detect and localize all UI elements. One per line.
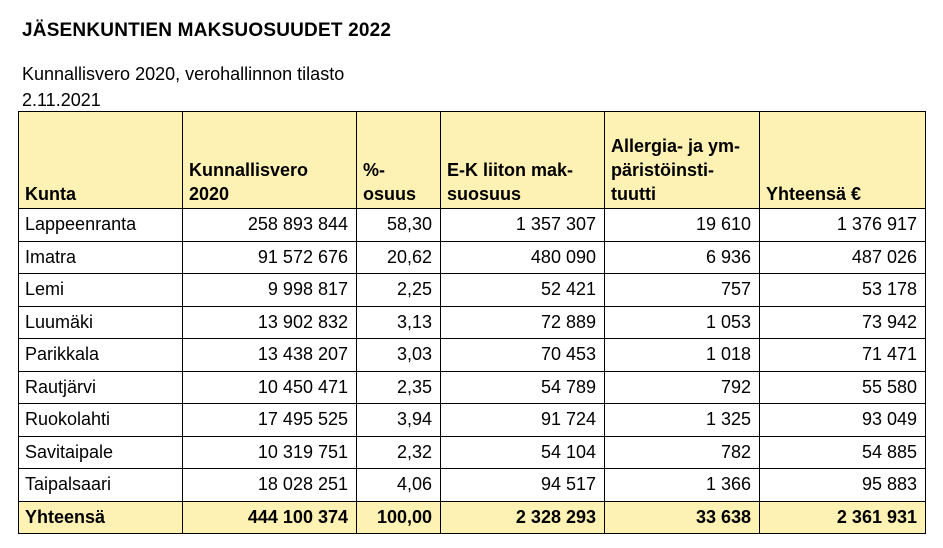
cell-municipality: Rautjärvi <box>19 371 183 404</box>
table-row <box>19 371 926 404</box>
table-row <box>19 404 926 437</box>
cell-municipal-tax: 9 998 817 <box>183 274 357 307</box>
cell-row-total: 73 942 <box>760 306 926 339</box>
cell-allergy-institute: 1 053 <box>605 306 760 339</box>
cell-ek-payment: 72 889 <box>441 306 605 339</box>
cell-share-percent: 2,25 <box>357 274 441 307</box>
cell-allergy-institute: 782 <box>605 436 760 469</box>
cell-allergy-institute: 6 936 <box>605 241 760 274</box>
table-row <box>19 241 926 274</box>
cell-share-percent: 4,06 <box>357 469 441 502</box>
table-body <box>19 209 926 502</box>
cell-municipal-tax: 91 572 676 <box>183 241 357 274</box>
total-share-percent: 100,00 <box>357 501 441 533</box>
cell-ek-payment: 1 357 307 <box>441 209 605 242</box>
cell-allergy-institute: 757 <box>605 274 760 307</box>
total-grand-total: 2 361 931 <box>760 501 926 533</box>
total-municipal-tax: 444 100 374 <box>183 501 357 533</box>
cell-ek-payment: 52 421 <box>441 274 605 307</box>
table-row <box>19 274 926 307</box>
cell-row-total: 1 376 917 <box>760 209 926 242</box>
cell-ek-payment: 54 789 <box>441 371 605 404</box>
header-municipal-tax: Kunnallisvero 2020 <box>183 112 357 209</box>
total-allergy-institute: 33 638 <box>605 501 760 533</box>
cell-municipal-tax: 10 319 751 <box>183 436 357 469</box>
cell-share-percent: 3,13 <box>357 306 441 339</box>
cell-share-percent: 3,03 <box>357 339 441 372</box>
cell-share-percent: 20,62 <box>357 241 441 274</box>
header-total-eur: Yhteensä € <box>760 112 926 209</box>
cell-municipal-tax: 13 438 207 <box>183 339 357 372</box>
cell-municipality: Lappeenranta <box>19 209 183 242</box>
cell-municipality: Taipalsaari <box>19 469 183 502</box>
subtitle-source: Kunnallisvero 2020, verohallinnon tilasto <box>22 64 345 84</box>
total-row <box>19 501 926 533</box>
cell-row-total: 95 883 <box>760 469 926 502</box>
subtitle-date: 2.11.2021 <box>22 90 101 110</box>
cell-municipality: Imatra <box>19 241 183 274</box>
cell-municipality: Parikkala <box>19 339 183 372</box>
cell-allergy-institute: 1 366 <box>605 469 760 502</box>
cell-row-total: 93 049 <box>760 404 926 437</box>
cell-municipality: Lemi <box>19 274 183 307</box>
header-allergy-institute: Allergia- ja ym- päristöinsti- tuutti <box>605 112 760 209</box>
cell-ek-payment: 54 104 <box>441 436 605 469</box>
cell-municipal-tax: 18 028 251 <box>183 469 357 502</box>
cell-share-percent: 2,35 <box>357 371 441 404</box>
table-header-row <box>19 112 926 209</box>
cell-allergy-institute: 792 <box>605 371 760 404</box>
cell-row-total: 487 026 <box>760 241 926 274</box>
cell-ek-payment: 94 517 <box>441 469 605 502</box>
cell-municipality: Ruokolahti <box>19 404 183 437</box>
table-row <box>19 209 926 242</box>
cell-share-percent: 58,30 <box>357 209 441 242</box>
table-row <box>19 436 926 469</box>
payment-shares-table <box>18 111 926 534</box>
cell-ek-payment: 480 090 <box>441 241 605 274</box>
cell-municipality: Savitaipale <box>19 436 183 469</box>
cell-municipal-tax: 10 450 471 <box>183 371 357 404</box>
cell-share-percent: 2,32 <box>357 436 441 469</box>
cell-row-total: 54 885 <box>760 436 926 469</box>
document-title: JÄSENKUNTIEN MAKSUOSUUDET 2022 <box>22 20 392 41</box>
table-row <box>19 339 926 372</box>
cell-ek-payment: 70 453 <box>441 339 605 372</box>
table-row <box>19 306 926 339</box>
cell-row-total: 55 580 <box>760 371 926 404</box>
cell-municipality: Luumäki <box>19 306 183 339</box>
total-label: Yhteensä <box>19 501 183 533</box>
cell-municipal-tax: 258 893 844 <box>183 209 357 242</box>
cell-allergy-institute: 19 610 <box>605 209 760 242</box>
cell-ek-payment: 91 724 <box>441 404 605 437</box>
total-ek-payment: 2 328 293 <box>441 501 605 533</box>
table-row <box>19 469 926 502</box>
document-subtitle <box>22 61 344 113</box>
cell-allergy-institute: 1 018 <box>605 339 760 372</box>
cell-allergy-institute: 1 325 <box>605 404 760 437</box>
cell-row-total: 53 178 <box>760 274 926 307</box>
header-municipality: Kunta <box>19 112 183 209</box>
header-share-percent: %-osuus <box>357 112 441 209</box>
cell-municipal-tax: 17 495 525 <box>183 404 357 437</box>
cell-row-total: 71 471 <box>760 339 926 372</box>
cell-share-percent: 3,94 <box>357 404 441 437</box>
header-ek-payment: E-K liiton mak- suosuus <box>441 112 605 209</box>
cell-municipal-tax: 13 902 832 <box>183 306 357 339</box>
